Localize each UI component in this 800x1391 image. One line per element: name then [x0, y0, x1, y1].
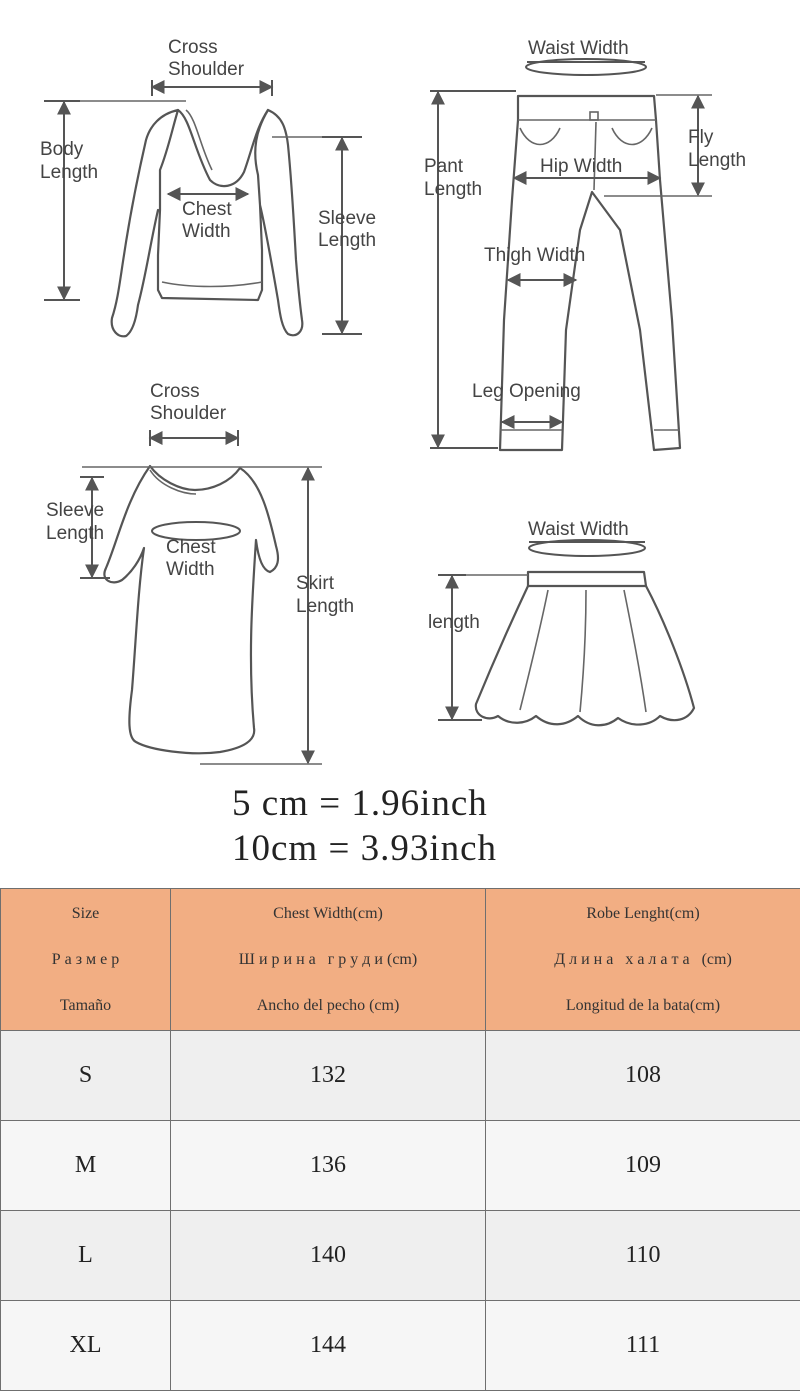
conversion-line-2: 10cm = 3.93inch [232, 828, 498, 869]
cell-size: XL [1, 1301, 171, 1391]
cell-chest-width: 140 [171, 1211, 486, 1301]
dress-dimensions [80, 430, 322, 764]
label-cross-shoulder-dress: Cross [150, 381, 200, 402]
table-header-row [1, 889, 800, 1031]
cell-chest-width: 132 [171, 1031, 486, 1121]
dress-illustration [104, 466, 278, 753]
cell-size: M [1, 1121, 171, 1211]
label-waist-width-skirt: Waist Width [528, 519, 629, 540]
cell-robe-length: 110 [486, 1211, 800, 1301]
sweater-labels [40, 37, 376, 251]
table-row [1, 1121, 800, 1211]
header-chest-width: Chest Width(cm) Ш и р и н а г р у д и (cm) Ancho del pecho (cm) [171, 889, 486, 1031]
header-robe-length: Robe Lenght(cm) Д л и н а х а л а т а (cm) Longitud de la bata(cm) [486, 889, 800, 1031]
label-chest-width-dress: Width [166, 559, 215, 580]
conversion-line-1: 5 cm = 1.96inch [232, 783, 488, 824]
label-chest-width-top: Width [182, 221, 231, 242]
cell-robe-length: 108 [486, 1031, 800, 1121]
cell-chest-width: 136 [171, 1121, 486, 1211]
label-skirt-length-short: length [428, 612, 480, 633]
label-waist-width-pants: Waist Width [528, 38, 629, 59]
header-size: Size Р а з м е р Tamaño [1, 889, 171, 1031]
label-body-length: Body [40, 139, 84, 160]
label-sleeve-length-top: Sleeve [318, 208, 377, 229]
label-cross-shoulder-dress: Shoulder [150, 403, 227, 424]
skirt-illustration [476, 572, 694, 725]
table-row [1, 1211, 800, 1301]
table-row [1, 1301, 800, 1391]
label-hip-width: Hip Width [540, 156, 623, 177]
label-sleeve-length-top: Length [318, 230, 377, 251]
label-cross-shoulder-top: Cross [168, 37, 218, 58]
size-table [0, 888, 800, 1391]
cell-robe-length: 111 [486, 1301, 800, 1391]
table-row [1, 1031, 800, 1121]
label-fly-length: Length [688, 150, 747, 171]
pants-labels [424, 38, 746, 402]
label-skirt-length: Skirt [296, 573, 334, 594]
cell-size: S [1, 1031, 171, 1121]
label-pant-length: Length [424, 179, 483, 200]
label-thigh-width: Thigh Width [484, 245, 586, 266]
label-pant-length: Pant [424, 156, 464, 177]
cell-robe-length: 109 [486, 1121, 800, 1211]
label-fly-length: Fly [688, 127, 714, 148]
label-leg-opening: Leg Opening [472, 381, 581, 402]
label-body-length: Length [40, 162, 99, 183]
label-chest-width-top: Chest [182, 199, 232, 220]
label-sleeve-length-dress: Length [46, 523, 105, 544]
label-cross-shoulder-top: Shoulder [168, 59, 245, 80]
cell-chest-width: 144 [171, 1301, 486, 1391]
label-sleeve-length-dress: Sleeve [46, 500, 105, 521]
label-chest-width-dress: Chest [166, 537, 216, 558]
label-skirt-length: Length [296, 596, 355, 617]
cell-size: L [1, 1211, 171, 1301]
